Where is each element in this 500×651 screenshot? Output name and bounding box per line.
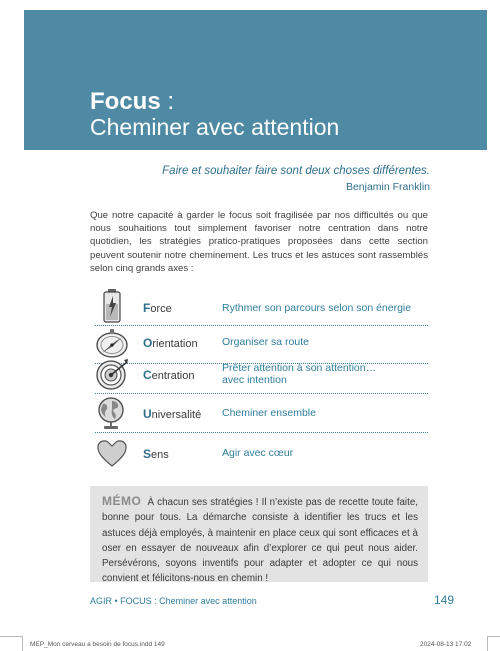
- memo-body: À chacun ses stratégies ! Il n’existe pas de recette toute faite, bonne pour tous. La démarche consiste à identifier les trucs et les astuces déjà employés, à maintenir en place ceux qui sont efficaces et à oser en essayer de nouveaux afin d’explorer ce qui peut nous aider. Persévérons, soyons inventifs pour adapter et adopter ce qui nous convient et félicitons-nous en chemin !: [102, 497, 418, 585]
- chapter-title-bold: Focus: [90, 88, 161, 115]
- dotted-divider: [95, 393, 428, 394]
- chapter-subtitle: Cheminer avec attention: [90, 114, 340, 140]
- crop-mark: [487, 636, 488, 651]
- globe-icon: [95, 395, 129, 431]
- dotted-divider: [95, 432, 428, 433]
- axis-description: Rythmer son parcours selon son énergie: [222, 302, 412, 314]
- axis-name: Orientation: [143, 336, 198, 350]
- axis-row-sens: [95, 435, 428, 471]
- memo-text: [102, 494, 418, 587]
- page-number: 149: [434, 593, 455, 607]
- axis-name: Universalité: [143, 407, 202, 421]
- epigraph-author: Benjamin Franklin: [345, 181, 430, 193]
- axis-row-centration: [95, 356, 428, 392]
- print-slug-file: MEP_Mon cerveau a besoin de focus.indd 149: [30, 641, 165, 648]
- running-footer: AGIR • FOCUS : Cheminer avec attention: [90, 596, 257, 606]
- epigraph-quote: Faire et souhaiter faire sont deux choses différentes.: [162, 165, 430, 177]
- axis-name: Force: [143, 301, 172, 315]
- axis-row-force: [95, 288, 428, 324]
- axis-name: Sens: [143, 447, 169, 461]
- crop-mark: [488, 636, 500, 637]
- battery-icon: [95, 288, 129, 324]
- memo-box: [90, 486, 428, 585]
- axis-description: Organiser sa route: [222, 336, 309, 348]
- intro-paragraph: Que notre capacité à garder le focus soit fragilisée par nos difficultés ou que nous souhaitions tout simplement favoriser notre centration dans notre quotidien, les stratégies pratico-pratiques proposées dans cette section peuvent soutenir notre cheminement. Les trucs et les astuces sont rassemblés selon cinq grands axes :: [90, 210, 428, 274]
- crop-mark: [0, 636, 22, 637]
- axis-description: Agir avec cœur: [222, 447, 294, 459]
- chapter-title: [90, 88, 174, 116]
- axis-description: Prêter attention à son attention…: [222, 362, 377, 374]
- print-slug-timestamp: 2024-08-13 17:02: [420, 641, 472, 648]
- axis-description-continued: avec intention: [222, 374, 287, 386]
- axis-name: Centration: [143, 368, 195, 382]
- heart-icon: [95, 435, 129, 471]
- target-icon: [95, 356, 129, 392]
- chapter-title-colon: :: [160, 88, 175, 115]
- memo-label: MÉMO: [102, 494, 142, 508]
- crop-mark: [22, 636, 23, 651]
- axis-description: Cheminer ensemble: [222, 407, 316, 419]
- axis-row-universalite: [95, 395, 428, 431]
